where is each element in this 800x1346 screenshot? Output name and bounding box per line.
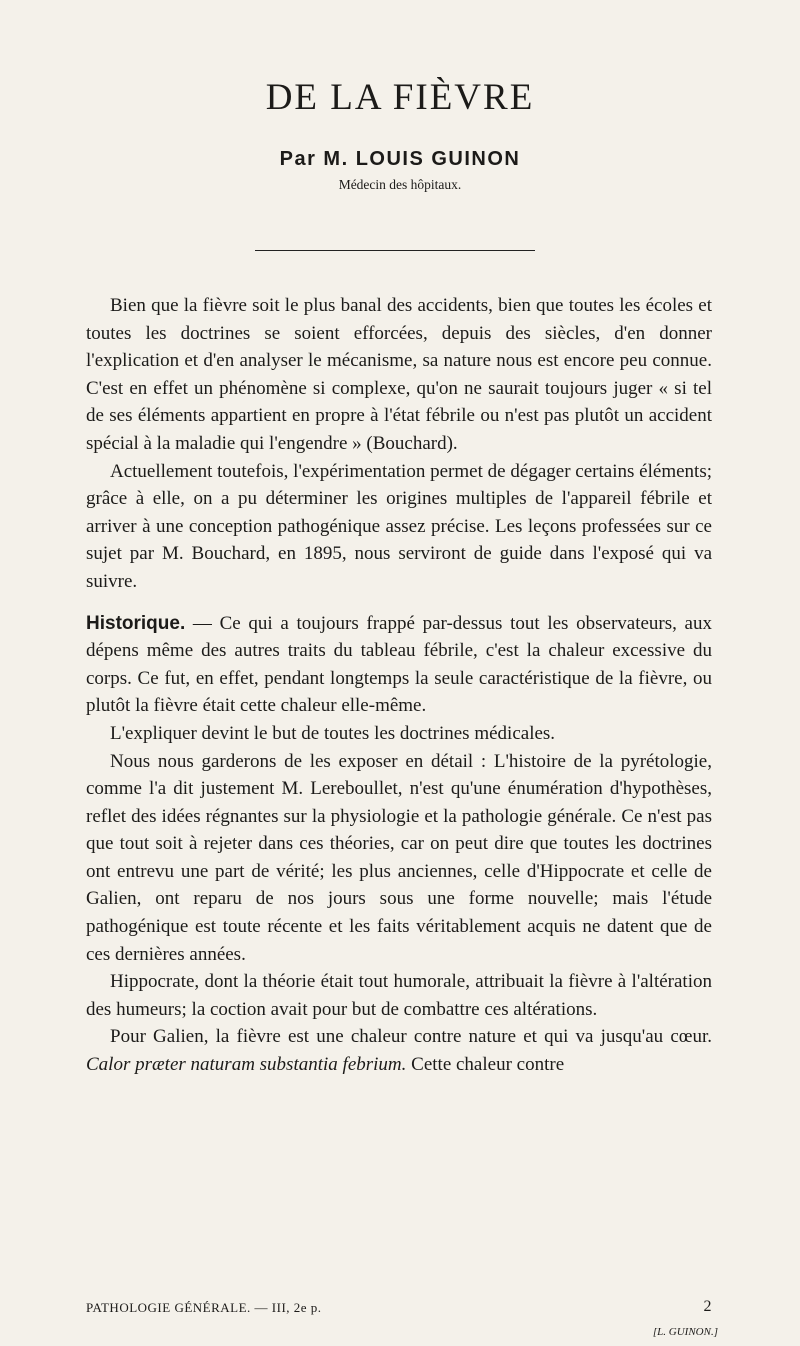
chapter-title: DE LA FIÈVRE (265, 77, 535, 118)
paragraph-expliquer: L'expliquer devint le but de toutes les doctrines médicales. (110, 722, 556, 744)
paragraph-galien (86, 1023, 712, 1078)
printer-signature: [L. GUINON.] (652, 1326, 718, 1338)
paragraph-hippocrate: Hippocrate, dont la théorie était tout humorale, attribuait la fièvre à l'altération des humeurs; la coction avait pour but de combattre ces altérations. (86, 971, 712, 1020)
historique-text: — Ce qui a toujours frappé par-dessus tout les observateurs, aux dépens même des autres traits du tableau fébrile, c'est la chaleur excessive du corps. Ce fut, en effet, pendant longtemps la seule caractéristique de la fièvre, ou plutôt la fièvre était cette chaleur elle-même. (86, 612, 712, 717)
latin-quote: Calor præter naturam substantia febrium. (86, 1054, 407, 1076)
paragraph-actuellement: Actuellement toutefois, l'expérimentation permet de dégager certains éléments; grâce à elle, on a pu déterminer les origines multiples de l'appareil fébrile et arriver à une conception pathogénique assez précise. Les leçons professées sur ce sujet par M. Bouchard, en 1895, nous serviront de guide dans l'exposé qui va suivre. (86, 460, 712, 592)
page-number: 2 (703, 1298, 712, 1315)
paragraph-intro: Bien que la fièvre soit le plus banal des accidents, bien que toutes les écoles et toutes les doctrines se soient efforcées, depuis des siècles, d'en donner l'explication et d'en analyser le mécanisme, sa nature nous est encore peu connue. C'est en effet un phénomène si complexe, qu'on ne saurait toujours juger « si tel de ses éléments appartient en propre à l'état fébrile ou n'est pas plutôt un accident spécial à la maladie qui l'engendre » (Bouchard). (86, 295, 712, 454)
galien-text-start: Pour Galien, la fièvre est une chaleur contre nature et qui va jusqu'au cœur. (110, 1026, 712, 1048)
author-line: Par M. LOUIS GUINON (279, 148, 521, 170)
galien-text-end: Cette chaleur contre (406, 1054, 565, 1076)
section-heading-historique: Historique. (86, 612, 186, 634)
paragraph-historique (86, 610, 712, 720)
author-role: Médecin des hôpitaux. (338, 177, 462, 192)
paragraph-pyretologie: Nous nous garderons de les exposer en détail : L'histoire de la pyrétologie, comme l'a dit justement M. Lereboullet, n'est qu'une énumération d'hypothèses, reflet des idées régnantes sur la physiologie et la pathologie générale. Ce n'est pas que tout soit à rejeter dans ces théories, car on peut dire que toutes les doctrines ont entrevu une part de vérité; les plus anciennes, celle d'Hippocrate et celle de Galien, ont reparu de nos jours sous une forme nouvelle; mais l'étude pathogénique est toute récente et les faits véritablement acquis ne datent que de ces dernières années. (86, 750, 712, 965)
footer-series: PATHOLOGIE GÉNÉRALE. — III, 2e p. (86, 1300, 322, 1315)
title-divider (255, 250, 535, 251)
body-text (86, 292, 712, 1079)
